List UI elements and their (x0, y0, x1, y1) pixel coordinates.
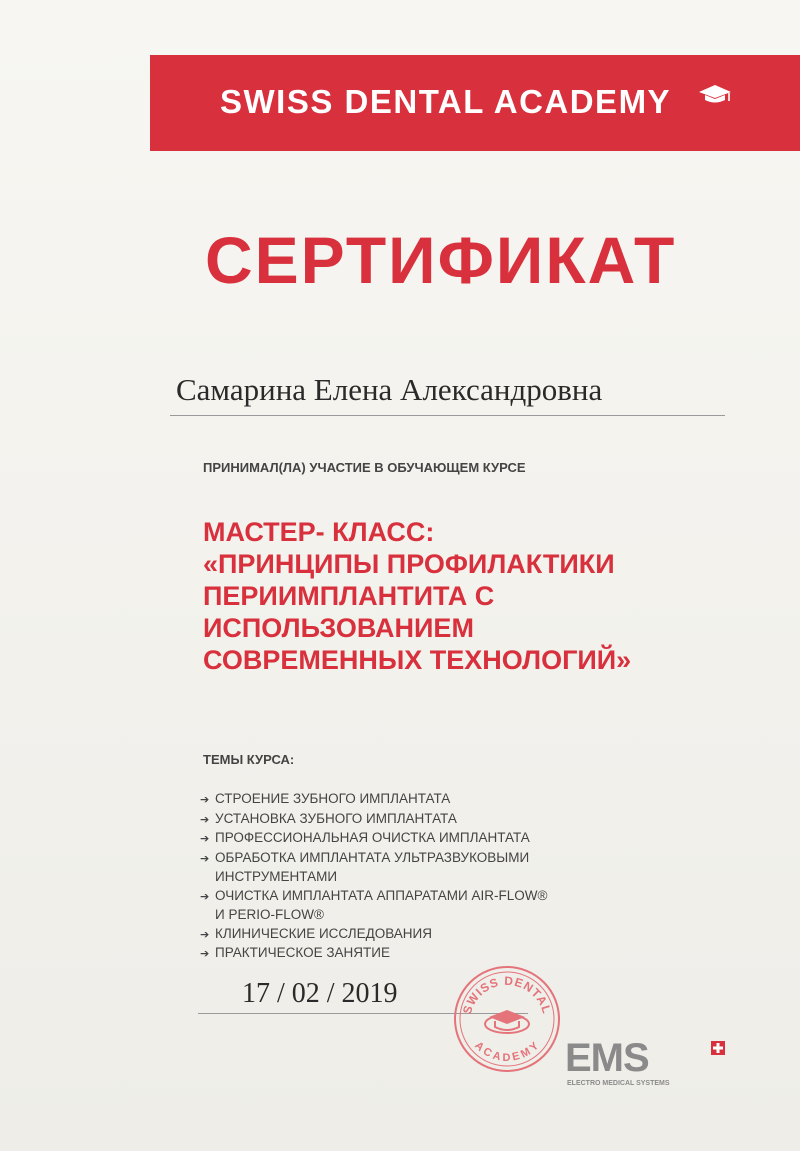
arrow-right-icon: ➔ (200, 852, 210, 865)
certificate-date: 17 / 02 / 2019 (242, 978, 398, 1009)
topic-item (200, 849, 547, 869)
arrow-right-icon: ➔ (200, 813, 210, 826)
graduation-cap-icon (697, 83, 733, 105)
course-title-line: ПЕРИИМПЛАНТИТА С (203, 581, 495, 611)
arrow-right-icon: ➔ (200, 928, 210, 941)
svg-text:ELECTRO MEDICAL SYSTEMS: ELECTRO MEDICAL SYSTEMS (567, 1080, 670, 1087)
course-title (203, 516, 631, 676)
topic-text: УСТАНОВКА ЗУБНОГО ИМПЛАНТАТА (215, 810, 457, 826)
topic-item (200, 925, 547, 945)
svg-text:SWISS DENTAL: SWISS DENTAL (459, 973, 555, 1016)
topic-item (200, 944, 547, 964)
certificate-title: СЕРТИФИКАТ (205, 223, 677, 297)
arrow-right-icon: ➔ (200, 948, 210, 960)
ems-logo (565, 1035, 735, 1090)
topics-heading: ТЕМЫ КУРСА: (203, 752, 295, 767)
arrow-right-icon: ➔ (200, 833, 210, 845)
topic-item (200, 887, 547, 907)
topic-item (200, 790, 547, 810)
course-title-line: ИСПОЛЬЗОВАНИЕМ (203, 613, 474, 643)
recipient-name: Самарина Елена Александровна (176, 372, 603, 407)
svg-text:ACADEMY: ACADEMY (472, 1039, 542, 1064)
topic-text: СТРОЕНИЕ ЗУБНОГО ИМПЛАНТАТА (215, 791, 451, 806)
course-title-line: МАСТЕР- КЛАСС: (203, 517, 435, 547)
topic-item (200, 810, 547, 830)
name-underline (170, 415, 725, 416)
topics-list (200, 790, 547, 964)
arrow-right-icon: ➔ (200, 890, 210, 903)
topic-text: ОБРАБОТКА ИМПЛАНТАТА УЛЬТРАЗВУКОВЫМИ (215, 849, 530, 865)
course-title-line: СОВРЕМЕННЫХ ТЕХНОЛОГИЙ» (203, 645, 632, 675)
arrow-right-icon: ➔ (200, 794, 210, 806)
topic-item-continuation: И PERIO-FLOW® (215, 907, 324, 922)
topic-text: КЛИНИЧЕСКИЕ ИССЛЕДОВАНИЯ (215, 925, 432, 941)
topic-text: ПРАКТИЧЕСКОЕ ЗАНЯТИЕ (215, 945, 390, 960)
academy-stamp (452, 964, 562, 1074)
topic-text: ПРОФЕССИОНАЛЬНАЯ ОЧИСТКА ИМПЛАНТАТА (215, 830, 530, 845)
svg-text:EMS: EMS (565, 1036, 649, 1080)
course-title-line: «ПРИНЦИПЫ ПРОФИЛАКТИКИ (203, 549, 615, 579)
academy-name: SWISS DENTAL ACADEMY (220, 83, 672, 120)
topic-text: ОЧИСТКА ИМПЛАНТАТА АППАРАТАМИ AIR-FLOW® (215, 887, 548, 903)
participation-statement: ПРИНИМАЛ(ЛА) УЧАСТИЕ В ОБУЧАЮЩЕМ КУРСЕ (203, 460, 526, 475)
topic-item (200, 829, 547, 849)
topic-item-continuation: ИНСТРУМЕНТАМИ (215, 869, 338, 884)
